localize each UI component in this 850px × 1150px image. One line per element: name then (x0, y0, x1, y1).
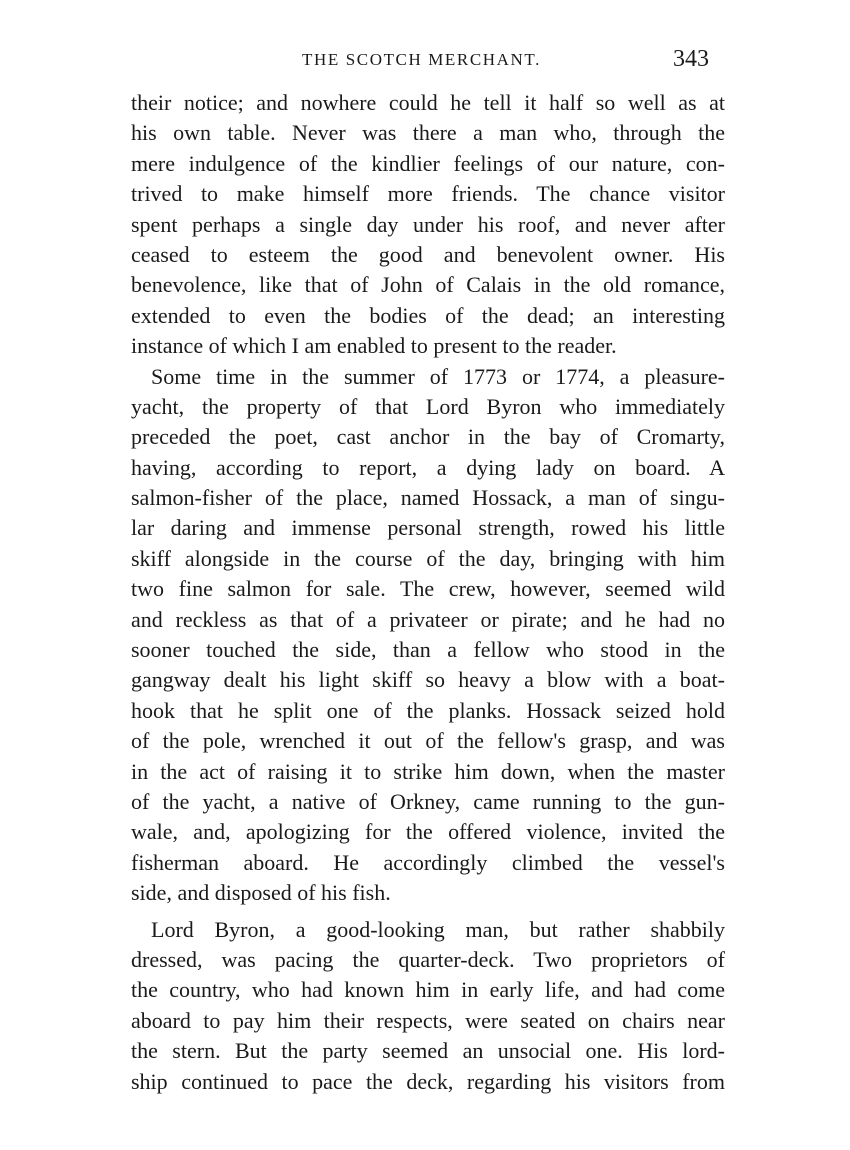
paragraph (131, 915, 725, 1097)
text-line: yacht, the property of that Lord Byron who immediately (131, 393, 725, 419)
text-line: instance of which I am enabled to present to the reader. (131, 333, 617, 359)
text-line: their notice; and nowhere could he tell it half so well as at (131, 90, 725, 115)
text-line: benevolence, like that of John of Calais in the old romance, (131, 272, 725, 298)
text-line: dressed, was pacing the quarter-deck. Two proprietors of (131, 946, 725, 972)
text-line: having, according to report, a dying lady on board. A (131, 454, 725, 480)
text-line: of the yacht, a native of Orkney, came running to the gun- (131, 788, 725, 814)
running-title: THE SCOTCH MERCHANT. (302, 50, 541, 69)
text-line: spent perhaps a single day under his roof, and never after (131, 211, 725, 237)
text-line: sooner touched the side, than a fellow who stood in the (131, 637, 725, 663)
body-text (131, 88, 725, 1097)
text-line: extended to even the bodies of the dead; an interesting (131, 302, 725, 328)
text-line: gangway dealt his light skiff so heavy a blow with a boat- (131, 667, 725, 693)
text-line: ceased to esteem the good and benevolent owner. His (131, 241, 725, 267)
text-line: lar daring and immense personal strength, rowed his little (131, 515, 725, 541)
text-line: Some time in the summer of 1773 or 1774, a pleasure- (151, 363, 725, 389)
text-line: salmon-fisher of the place, named Hossack, a man of singu- (131, 485, 725, 511)
text-line: skiff alongside in the course of the day, bringing with him (131, 545, 725, 571)
text-line: the stern. But the party seemed an unsocial one. His lord- (131, 1038, 725, 1064)
text-line: mere indulgence of the kindlier feelings of our nature, con- (131, 150, 725, 176)
text-line: preceded the poet, cast anchor in the bay of Cromarty, (131, 424, 725, 450)
paragraph (131, 88, 725, 362)
text-line: wale, and, apologizing for the offered violence, invited the (131, 819, 725, 845)
text-line: in the act of raising it to strike him down, when the master (131, 758, 725, 784)
text-line: of the pole, wrenched it out of the fellow's grasp, and was (131, 728, 725, 754)
text-line: aboard to pay him their respects, were seated on chairs near (131, 1007, 725, 1033)
running-head (0, 46, 850, 76)
text-line: side, and disposed of his fish. (131, 880, 391, 906)
text-line: fisherman aboard. He accordingly climbed the vessel's (131, 849, 725, 875)
page-number: 343 (673, 46, 709, 72)
paragraph (131, 362, 725, 909)
text-line: trived to make himself more friends. The chance visitor (131, 181, 725, 207)
text-line: two fine salmon for sale. The crew, however, seemed wild (131, 576, 725, 602)
text-line: and reckless as that of a privateer or pirate; and he had no (131, 606, 725, 632)
text-line: hook that he split one of the planks. Hossack seized hold (131, 697, 725, 723)
text-line: his own table. Never was there a man who, through the (131, 120, 725, 146)
text-line: Lord Byron, a good-looking man, but rather shabbily (151, 916, 725, 942)
text-line: the country, who had known him in early life, and had come (131, 977, 725, 1003)
text-line: ship continued to pace the deck, regarding his visitors from (131, 1068, 725, 1094)
